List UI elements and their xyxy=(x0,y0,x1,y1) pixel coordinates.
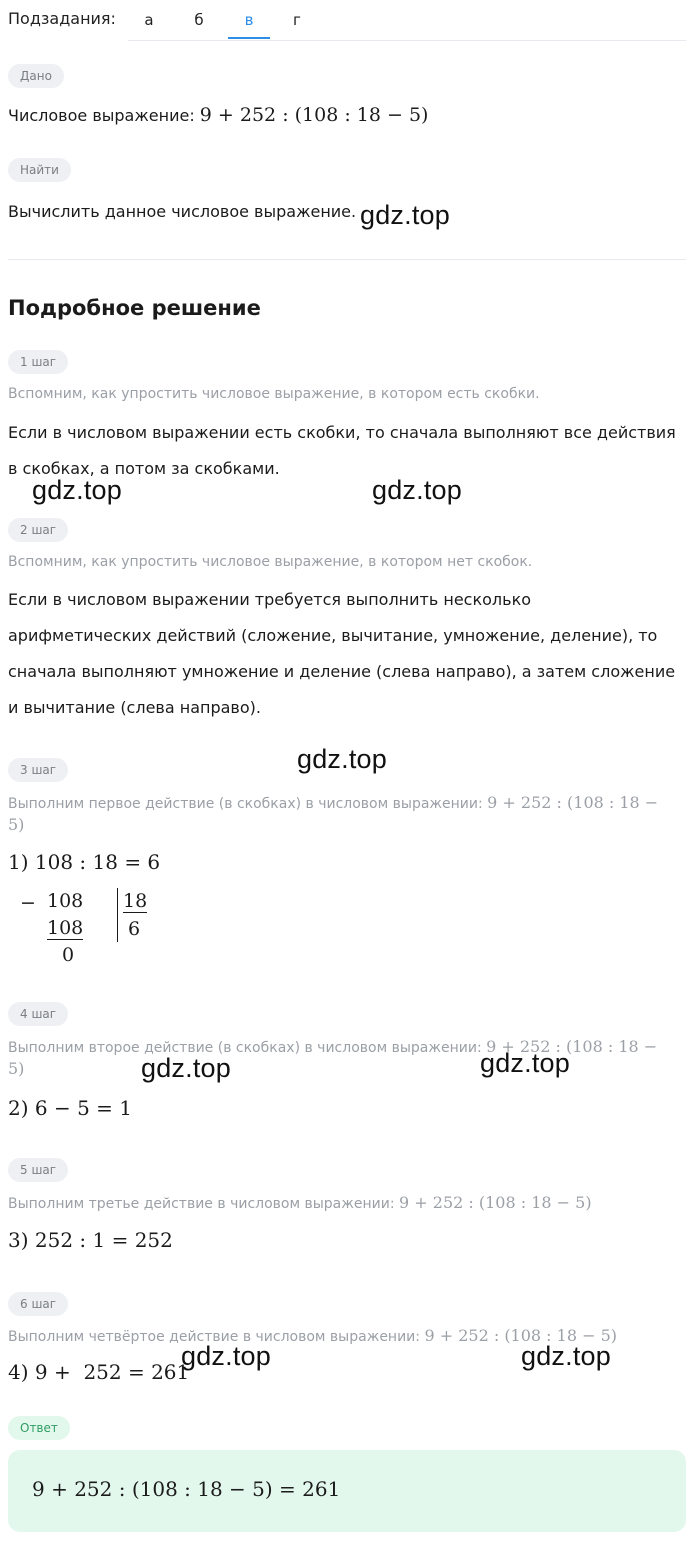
step-6-hint-expr: 9 + 252 : (108 : 18 − 5) xyxy=(424,1326,618,1345)
answer-badge: Ответ xyxy=(8,1416,70,1440)
step-6-badge: 6 шаг xyxy=(8,1292,68,1316)
tab-g[interactable]: г xyxy=(293,11,301,29)
watermark: gdz.top xyxy=(521,1341,611,1371)
step-5-hint-expr: 9 + 252 : (108 : 18 − 5) xyxy=(399,1193,592,1212)
step-5-hint-text: Выполним третье действие в числовом выражении: xyxy=(8,1196,395,1212)
step-1-hint: Вспомним, как упростить числовое выражение, в котором есть скобки. xyxy=(8,386,540,402)
watermark: gdz.top xyxy=(360,200,450,230)
step-2-line: сначала выполняют умножение и деление (слева направо), а затем сложение xyxy=(8,662,676,681)
answer-box xyxy=(8,1450,686,1532)
watermark: gdz.top xyxy=(141,1053,231,1083)
step-5-calc: 3) 252 : 1 = 252 xyxy=(8,1228,173,1252)
step-6-hint-text: Выполним четвёртое действие в числовом выражении: xyxy=(8,1329,420,1345)
division-bar xyxy=(117,888,118,942)
step-2-line: арифметических действий (сложение, вычитание, умножение, деление), то xyxy=(8,626,658,645)
step-3-hint-expr: 9 + 252 : (108 : 18 − xyxy=(487,793,659,812)
step-2-line: Если в числовом выражении требуется выполнить несколько xyxy=(8,590,532,609)
step-2-hint: Вспомним, как упростить числовое выражение, в котором нет скобок. xyxy=(8,554,533,570)
watermark: gdz.top xyxy=(297,744,387,774)
step-1-line: Если в числовом выражении есть скобки, то сначала выполняют все действия xyxy=(8,423,676,442)
long-division xyxy=(0,880,200,970)
step-5-hint xyxy=(8,1193,592,1212)
division-remainder: 0 xyxy=(62,944,75,966)
find-text: Вычислить данное числовое выражение. xyxy=(8,202,357,221)
step-3-hint xyxy=(8,793,678,812)
given-text xyxy=(8,104,428,126)
solution-title: Подробное решение xyxy=(8,296,261,320)
find-badge: Найти xyxy=(8,158,71,182)
division-divisor: 18 xyxy=(123,890,148,912)
step-1-line: в скобках, а потом за скобками. xyxy=(8,459,280,478)
step-3-hint-expr-wrap: 5) xyxy=(8,815,25,834)
given-label-text: Числовое выражение: xyxy=(8,106,195,125)
given-badge: Дано xyxy=(8,64,64,88)
watermark: gdz.top xyxy=(480,1048,570,1078)
step-1-badge: 1 шаг xyxy=(8,350,68,374)
step-3-hint-text: Выполним первое действие (в скобках) в числовом выражении: xyxy=(8,796,483,812)
watermark: gdz.top xyxy=(372,475,462,505)
subtask-tabs xyxy=(128,0,686,41)
step-2-badge: 2 шаг xyxy=(8,518,68,542)
step-4-calc: 2) 6 − 5 = 1 xyxy=(8,1096,133,1120)
subtasks-label: Подзадания: xyxy=(8,9,116,28)
step-4-hint xyxy=(8,1037,678,1056)
division-subtrahend: 108 xyxy=(47,917,84,939)
watermark: gdz.top xyxy=(181,1341,271,1371)
step-4-hint-expr-wrap: 5) xyxy=(8,1059,25,1078)
step-3-badge: 3 шаг xyxy=(8,758,68,782)
active-tab-indicator xyxy=(228,37,270,39)
tab-a[interactable]: а xyxy=(144,11,154,29)
division-minus: − xyxy=(20,892,36,914)
step-2-line: и вычитание (слева направо). xyxy=(8,698,261,717)
tab-b[interactable]: б xyxy=(194,11,204,29)
division-dividend: 108 xyxy=(47,890,84,912)
division-quotient: 6 xyxy=(128,918,141,940)
section-divider xyxy=(8,259,686,260)
step-4-hint-text: Выполним второе действие (в скобках) в числовом выражении: xyxy=(8,1040,482,1056)
step-3-calc: 1) 108 : 18 = 6 xyxy=(8,850,161,874)
tab-v[interactable]: в xyxy=(244,11,254,29)
step-6-calc: 4) 9 + 252 = 261 xyxy=(8,1360,190,1384)
step-5-badge: 5 шаг xyxy=(8,1158,68,1182)
step-2-text xyxy=(8,582,675,726)
given-expression: 9 + 252 : (108 : 18 − 5) xyxy=(199,104,429,126)
watermark: gdz.top xyxy=(32,475,122,505)
step-4-hint-expr: 9 + 252 : (108 : 18 − xyxy=(486,1037,658,1056)
answer-expression: 9 + 252 : (108 : 18 − 5) = 261 xyxy=(32,1477,341,1501)
step-4-badge: 4 шаг xyxy=(8,1002,68,1026)
